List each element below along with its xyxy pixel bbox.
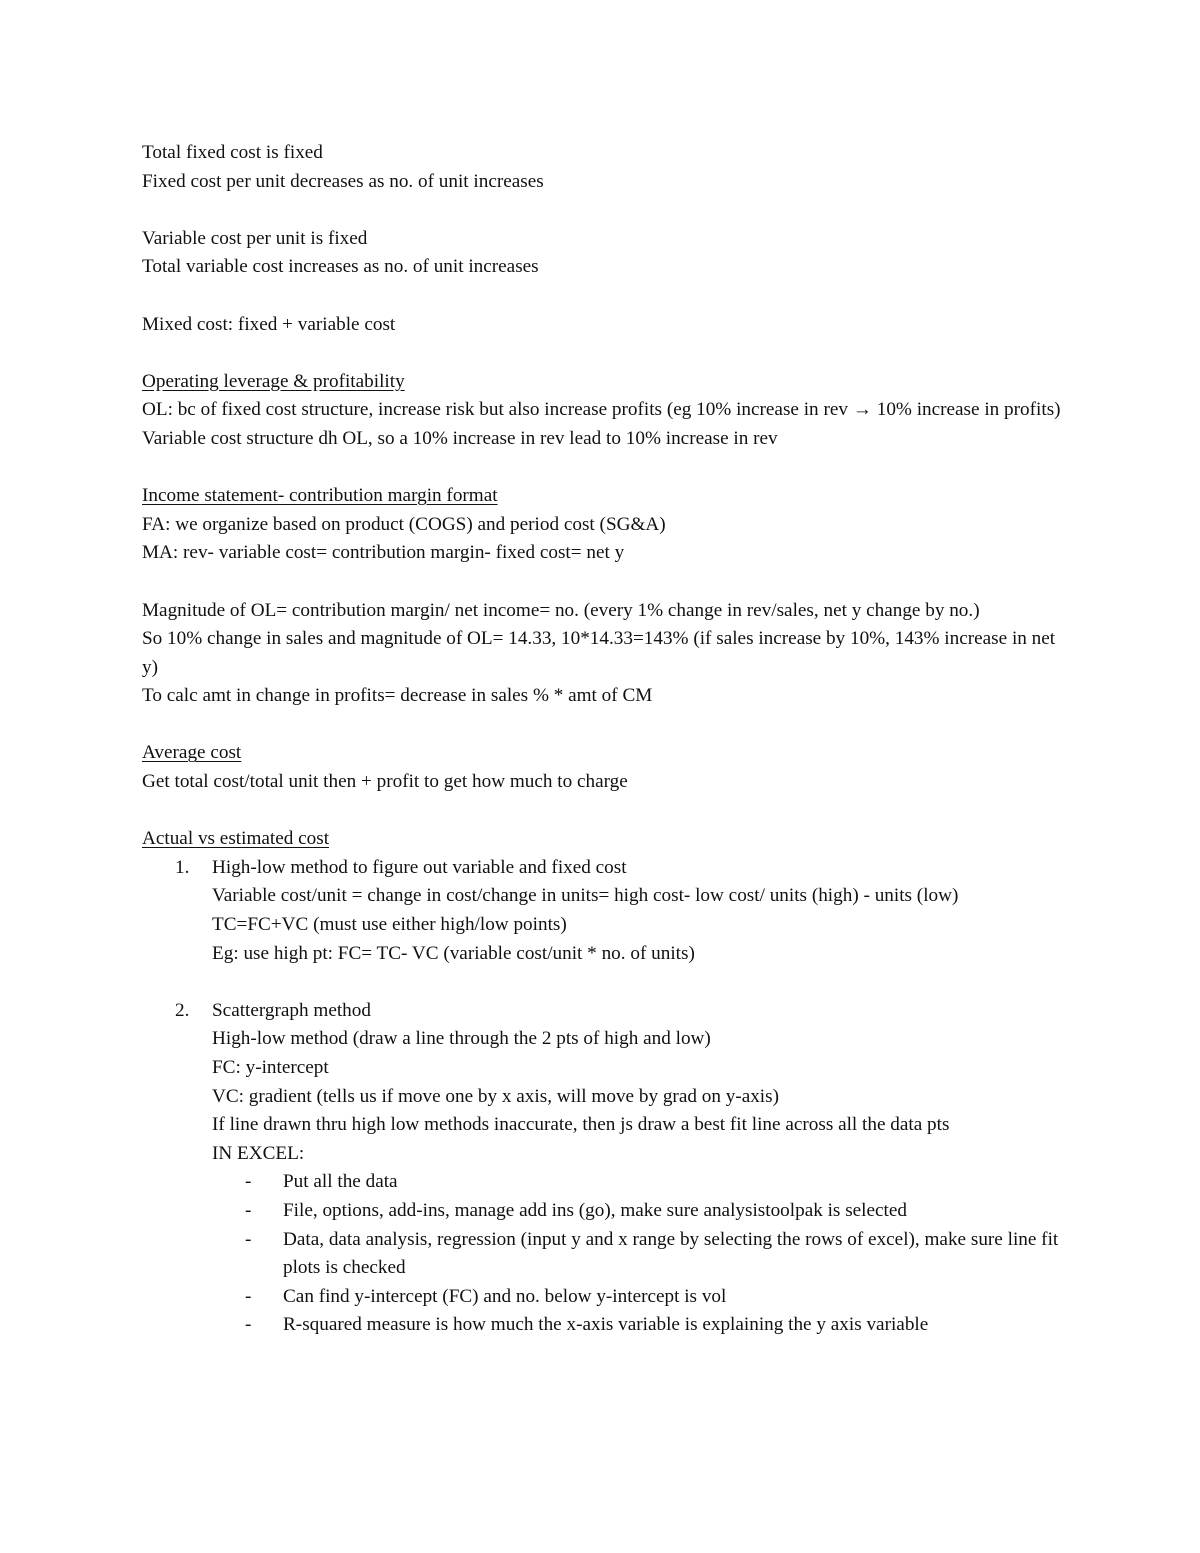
list-number: 2. (175, 999, 190, 1021)
bullet-item (142, 1168, 1062, 1197)
text-line: High-low method (draw a line through the 2 pts of high and low) (212, 1028, 711, 1050)
bullet-item (142, 1311, 1062, 1340)
bullet-text: R-squared measure is how much the x-axis variable is explaining the y axis variable (283, 1314, 929, 1336)
text-line: Total variable cost increases as no. of unit increases (142, 256, 539, 278)
spacer (142, 339, 1062, 368)
bullet-item (142, 1197, 1062, 1226)
document-body (142, 139, 1062, 1340)
text-line: OL: bc of fixed cost structure, increase risk but also increase profits (eg 10% increase in rev → 10% increase in profits) (142, 399, 1061, 421)
list-item (142, 997, 1062, 1026)
text-line: IN EXCEL: (212, 1142, 305, 1164)
spacer (142, 282, 1062, 311)
section-heading-average-cost: Average cost (142, 742, 242, 764)
dash-bullet-icon: - (245, 1171, 252, 1193)
bullet-text: Can find y-intercept (FC) and no. below y-intercept is vol (283, 1285, 727, 1307)
dash-bullet-icon: - (245, 1199, 252, 1221)
text-line: Variable cost per unit is fixed (142, 227, 368, 249)
spacer (142, 968, 1062, 997)
spacer (142, 196, 1062, 225)
text-line: FA: we organize based on product (COGS) and period cost (SG&A) (142, 513, 666, 535)
dash-bullet-icon: - (245, 1314, 252, 1336)
list-item-title: High-low method to figure out variable and fixed cost (212, 856, 627, 878)
bullet-text: Put all the data (283, 1171, 398, 1193)
text-line: FC: y-intercept (212, 1057, 329, 1078)
list-item (142, 854, 1062, 883)
text-line: So 10% change in sales and magnitude of OL= 14.33, 10*14.33=143% (if sales increase by 10%, 143% increase in net y) (142, 628, 1056, 678)
text-line: Variable cost/unit = change in cost/change in units= high cost- low cost/ units (high) - units (low) (212, 885, 959, 907)
text-line: Mixed cost: fixed + variable cost (142, 313, 396, 335)
list-item-title: Scattergraph method (212, 999, 371, 1021)
text-line: Magnitude of OL= contribution margin/ net income= no. (every 1% change in rev/sales, net y change by no.) (142, 599, 980, 621)
bullet-text: File, options, add-ins, manage add ins (go), make sure analysistoolpak is selected (283, 1199, 907, 1221)
section-heading-operating-leverage: Operating leverage & profitability (142, 370, 405, 392)
dash-bullet-icon: - (245, 1228, 252, 1250)
spacer (142, 568, 1062, 597)
section-heading-actual-vs-estimated: Actual vs estimated cost (142, 828, 330, 850)
spacer (142, 797, 1062, 826)
text-line: Get total cost/total unit then + profit to get how much to charge (142, 771, 628, 793)
text-line: Total fixed cost is fixed (142, 142, 323, 163)
spacer (142, 454, 1062, 483)
spacer (142, 711, 1062, 740)
text-line: Eg: use high pt: FC= TC- VC (variable cost/unit * no. of units) (212, 942, 695, 964)
text-line: Variable cost structure dh OL, so a 10% increase in rev lead to 10% increase in rev (142, 427, 778, 449)
text-line: TC=FC+VC (must use either high/low points) (212, 914, 567, 936)
bullet-text: Data, data analysis, regression (input y and x range by selecting the rows of excel), make sure line fit plots is checked (283, 1228, 1059, 1279)
bullet-item (142, 1226, 1062, 1283)
section-heading-income-statement: Income statement- contribution margin format (142, 485, 498, 507)
dash-bullet-icon: - (245, 1285, 252, 1307)
text-line: Fixed cost per unit decreases as no. of unit increases (142, 170, 544, 192)
text-line: MA: rev- variable cost= contribution margin- fixed cost= net y (142, 542, 625, 564)
bullet-item (142, 1283, 1062, 1312)
text-line: VC: gradient (tells us if move one by x axis, will move by grad on y-axis) (212, 1085, 779, 1107)
text-line: If line drawn thru high low methods inaccurate, then js draw a best fit line across all the data pts (212, 1114, 950, 1136)
list-number: 1. (175, 856, 190, 878)
text-line: To calc amt in change in profits= decrease in sales % * amt of CM (142, 685, 653, 707)
